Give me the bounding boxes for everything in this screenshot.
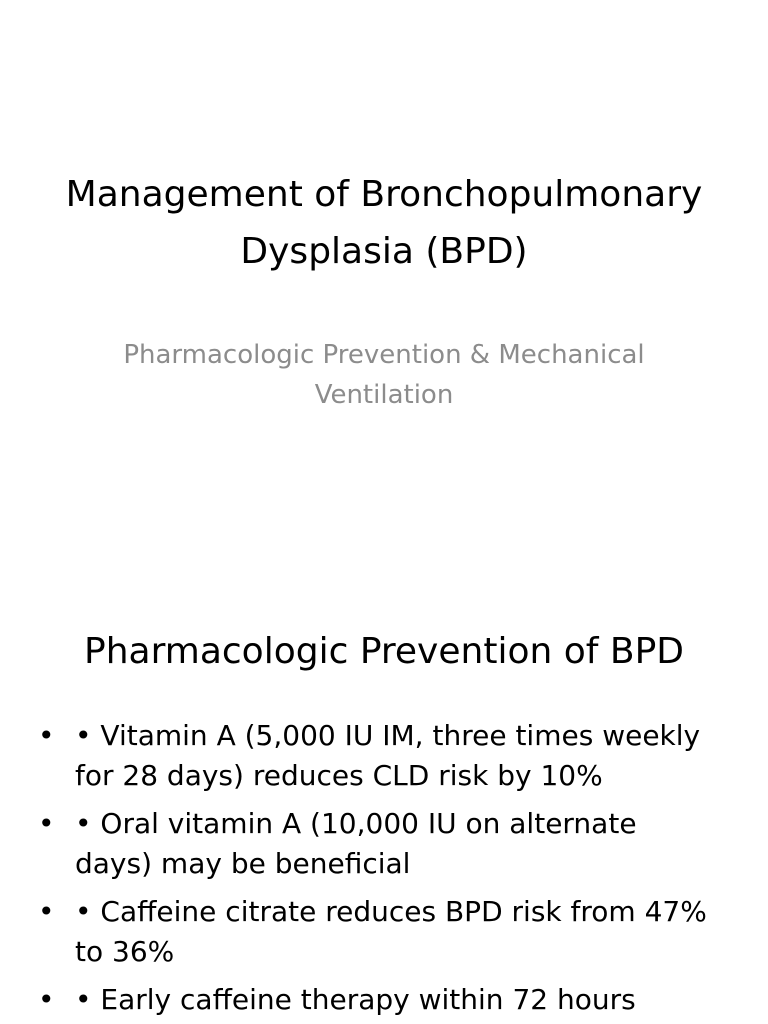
bullet-list bbox=[38, 716, 718, 1024]
bullet-text: • Vitamin A (5,000 IU IM, three times weekly for 28 days) reduces CLD risk by 10% bbox=[75, 719, 701, 792]
bullet-marker: • bbox=[38, 983, 55, 1016]
list-item bbox=[38, 804, 718, 884]
slide-subtitle: Pharmacologic Prevention & Mechanical Ventilation bbox=[123, 340, 645, 410]
list-item bbox=[38, 716, 718, 796]
content-slide bbox=[0, 576, 768, 1024]
slide-heading: Pharmacologic Prevention of BPD bbox=[84, 631, 684, 672]
bullet-marker: • bbox=[38, 719, 55, 752]
bullet-text: • Early caffeine therapy within 72 hours bbox=[75, 983, 636, 1016]
slide-title: Management of Bronchopulmonary Dysplasia (BPD) bbox=[65, 174, 703, 272]
list-item bbox=[38, 980, 718, 1020]
bullet-marker: • bbox=[38, 895, 55, 928]
bullet-text: • Oral vitamin A (10,000 IU on alternate days) may be beneficial bbox=[75, 807, 637, 880]
list-item bbox=[38, 892, 718, 972]
bullet-text: • Caffeine citrate reduces BPD risk from 47% to 36% bbox=[75, 895, 707, 968]
bullet-marker: • bbox=[38, 807, 55, 840]
